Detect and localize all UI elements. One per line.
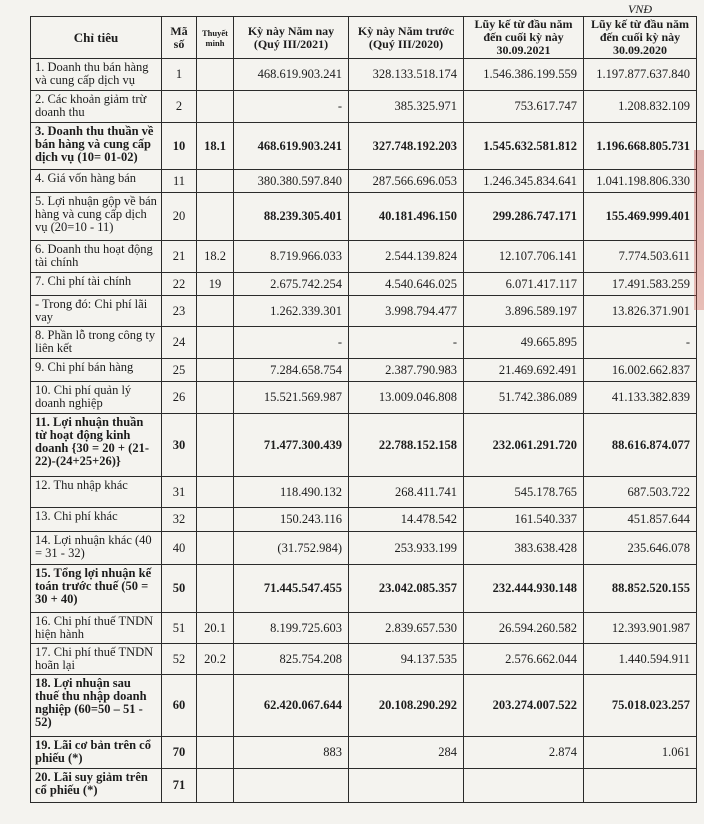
table-row [31, 91, 697, 123]
row-q-current: 62.420.067.644 [234, 675, 349, 737]
row-q-current: 380.380.597.840 [234, 170, 349, 193]
row-q-current: 71.477.300.439 [234, 414, 349, 477]
row-q-current: 118.490.132 [234, 477, 349, 508]
row-code: 71 [162, 769, 197, 803]
row-q-current: 883 [234, 737, 349, 769]
row-code: 20 [162, 193, 197, 241]
currency-unit: VNĐ [628, 2, 652, 16]
row-q-previous: 287.566.696.053 [349, 170, 464, 193]
row-q-previous: 22.788.152.158 [349, 414, 464, 477]
row-q-current: 8.719.966.033 [234, 241, 349, 273]
row-q-current [234, 769, 349, 803]
row-indicator: 15. Tổng lợi nhuận kế toán trước thuế (50 = 30 + 40) [31, 565, 162, 613]
row-note: 20.2 [197, 644, 234, 675]
table-row [31, 241, 697, 273]
row-indicator: 16. Chi phí thuế TNDN hiện hành [31, 613, 162, 644]
row-note [197, 170, 234, 193]
row-q-previous: 2.839.657.530 [349, 613, 464, 644]
table-row [31, 382, 697, 414]
row-ytd-previous: 1.041.198.806.330 [584, 170, 697, 193]
row-code: 1 [162, 59, 197, 91]
table-row [31, 359, 697, 382]
row-indicator: 2. Các khoản giảm trừ doanh thu [31, 91, 162, 123]
row-note [197, 359, 234, 382]
row-ytd-previous: 88.616.874.077 [584, 414, 697, 477]
table-row [31, 508, 697, 532]
red-stamp-edge [694, 150, 704, 310]
row-ytd-current: 2.874 [464, 737, 584, 769]
table-row [31, 123, 697, 170]
row-q-previous: 328.133.518.174 [349, 59, 464, 91]
row-ytd-current: 545.178.765 [464, 477, 584, 508]
row-q-current: 8.199.725.603 [234, 613, 349, 644]
income-statement-table [30, 16, 697, 803]
row-indicator: 11. Lợi nhuận thuần từ hoạt động kinh doanh {30 = 20 + (21-22)-(24+25+26)} [31, 414, 162, 477]
header-ytd-current: Lũy kế từ đầu năm đến cuối kỳ này 30.09.2021 [464, 17, 584, 59]
row-ytd-current: 2.576.662.044 [464, 644, 584, 675]
row-ytd-current: 6.071.417.117 [464, 273, 584, 296]
row-code: 51 [162, 613, 197, 644]
table-row [31, 414, 697, 477]
header-note: Thuyết minh [197, 17, 234, 59]
row-ytd-current [464, 769, 584, 803]
row-note [197, 296, 234, 327]
row-ytd-current: 1.545.632.581.812 [464, 123, 584, 170]
row-q-current: 88.239.305.401 [234, 193, 349, 241]
row-indicator: 18. Lợi nhuận sau thuế thu nhập doanh nghiệp (60=50 – 51 - 52) [31, 675, 162, 737]
row-indicator: 9. Chi phí bán hàng [31, 359, 162, 382]
row-ytd-previous: 1.197.877.637.840 [584, 59, 697, 91]
row-note [197, 565, 234, 613]
row-q-previous: 40.181.496.150 [349, 193, 464, 241]
row-q-previous: 23.042.085.357 [349, 565, 464, 613]
table-row [31, 769, 697, 803]
row-ytd-previous: 75.018.023.257 [584, 675, 697, 737]
row-ytd-previous: 16.002.662.837 [584, 359, 697, 382]
row-ytd-current: 21.469.692.491 [464, 359, 584, 382]
row-ytd-previous: 1.061 [584, 737, 697, 769]
row-code: 2 [162, 91, 197, 123]
row-note [197, 477, 234, 508]
row-indicator: 7. Chi phí tài chính [31, 273, 162, 296]
row-code: 30 [162, 414, 197, 477]
row-q-previous: 20.108.290.292 [349, 675, 464, 737]
header-code: Mã số [162, 17, 197, 59]
row-indicator: 6. Doanh thu hoạt động tài chính [31, 241, 162, 273]
row-ytd-previous: 12.393.901.987 [584, 613, 697, 644]
row-ytd-previous: 88.852.520.155 [584, 565, 697, 613]
row-q-previous: 253.933.199 [349, 532, 464, 565]
row-ytd-current: 203.274.007.522 [464, 675, 584, 737]
row-note: 19 [197, 273, 234, 296]
row-code: 50 [162, 565, 197, 613]
row-indicator: 19. Lãi cơ bản trên cổ phiếu (*) [31, 737, 162, 769]
row-note [197, 414, 234, 477]
row-indicator: 1. Doanh thu bán hàng và cung cấp dịch vụ [31, 59, 162, 91]
table-row [31, 675, 697, 737]
row-q-current: 150.243.116 [234, 508, 349, 532]
row-q-current: 468.619.903.241 [234, 59, 349, 91]
row-ytd-current: 3.896.589.197 [464, 296, 584, 327]
row-note [197, 382, 234, 414]
row-indicator: 17. Chi phí thuế TNDN hoãn lại [31, 644, 162, 675]
row-ytd-current: 26.594.260.582 [464, 613, 584, 644]
row-code: 24 [162, 327, 197, 359]
table-row [31, 296, 697, 327]
row-code: 52 [162, 644, 197, 675]
row-ytd-previous: - [584, 327, 697, 359]
row-note [197, 327, 234, 359]
table-row [31, 532, 697, 565]
table-header-row [31, 17, 697, 59]
row-q-current: 468.619.903.241 [234, 123, 349, 170]
row-code: 26 [162, 382, 197, 414]
row-q-previous: - [349, 327, 464, 359]
row-note [197, 193, 234, 241]
table-row [31, 193, 697, 241]
row-q-current: - [234, 91, 349, 123]
row-ytd-current: 51.742.386.089 [464, 382, 584, 414]
row-q-current: 1.262.339.301 [234, 296, 349, 327]
row-indicator: 20. Lãi suy giảm trên cổ phiếu (*) [31, 769, 162, 803]
row-ytd-previous: 451.857.644 [584, 508, 697, 532]
row-note [197, 769, 234, 803]
row-indicator: 10. Chi phí quản lý doanh nghiệp [31, 382, 162, 414]
row-ytd-previous [584, 769, 697, 803]
row-q-previous: 284 [349, 737, 464, 769]
header-indicator: Chỉ tiêu [31, 17, 162, 59]
row-note [197, 59, 234, 91]
row-q-current: - [234, 327, 349, 359]
row-q-previous: 94.137.535 [349, 644, 464, 675]
table-row [31, 170, 697, 193]
row-q-current: (31.752.984) [234, 532, 349, 565]
row-ytd-previous: 17.491.583.259 [584, 273, 697, 296]
row-note: 18.2 [197, 241, 234, 273]
row-code: 21 [162, 241, 197, 273]
row-note [197, 91, 234, 123]
header-ytd-previous: Lũy kế từ đầu năm đến cuối kỳ này 30.09.2020 [584, 17, 697, 59]
row-note: 18.1 [197, 123, 234, 170]
row-note [197, 675, 234, 737]
row-indicator: 12. Thu nhập khác [31, 477, 162, 508]
header-q-current: Kỳ này Năm nay (Quý III/2021) [234, 17, 349, 59]
row-q-current: 15.521.569.987 [234, 382, 349, 414]
row-code: 22 [162, 273, 197, 296]
header-q-previous: Kỳ này Năm trước (Quý III/2020) [349, 17, 464, 59]
row-code: 40 [162, 532, 197, 565]
row-ytd-previous: 7.774.503.611 [584, 241, 697, 273]
table-row [31, 737, 697, 769]
row-ytd-previous: 235.646.078 [584, 532, 697, 565]
row-q-previous: 327.748.192.203 [349, 123, 464, 170]
row-ytd-previous: 41.133.382.839 [584, 382, 697, 414]
row-q-previous: 13.009.046.808 [349, 382, 464, 414]
row-code: 10 [162, 123, 197, 170]
row-ytd-current: 12.107.706.141 [464, 241, 584, 273]
table-row [31, 59, 697, 91]
row-ytd-previous: 1.208.832.109 [584, 91, 697, 123]
row-q-previous [349, 769, 464, 803]
row-q-previous: 14.478.542 [349, 508, 464, 532]
row-ytd-previous: 687.503.722 [584, 477, 697, 508]
row-indicator: 13. Chi phí khác [31, 508, 162, 532]
row-indicator: 8. Phần lỗ trong công ty liên kết [31, 327, 162, 359]
row-ytd-previous: 13.826.371.901 [584, 296, 697, 327]
row-indicator: 14. Lợi nhuận khác (40 = 31 - 32) [31, 532, 162, 565]
row-ytd-current: 232.061.291.720 [464, 414, 584, 477]
row-q-previous: 385.325.971 [349, 91, 464, 123]
row-ytd-previous: 1.196.668.805.731 [584, 123, 697, 170]
row-q-current: 71.445.547.455 [234, 565, 349, 613]
table-row [31, 327, 697, 359]
row-indicator: 4. Giá vốn hàng bán [31, 170, 162, 193]
row-code: 23 [162, 296, 197, 327]
row-code: 11 [162, 170, 197, 193]
row-q-current: 2.675.742.254 [234, 273, 349, 296]
row-note [197, 532, 234, 565]
row-indicator: 5. Lợi nhuận gộp về bán hàng và cung cấp dịch vụ (20=10 - 11) [31, 193, 162, 241]
row-ytd-current: 49.665.895 [464, 327, 584, 359]
row-ytd-current: 1.246.345.834.641 [464, 170, 584, 193]
row-q-previous: 2.387.790.983 [349, 359, 464, 382]
row-ytd-current: 161.540.337 [464, 508, 584, 532]
row-q-previous: 268.411.741 [349, 477, 464, 508]
row-ytd-current: 1.546.386.199.559 [464, 59, 584, 91]
row-ytd-current: 383.638.428 [464, 532, 584, 565]
row-q-previous: 4.540.646.025 [349, 273, 464, 296]
table-row [31, 613, 697, 644]
row-q-previous: 2.544.139.824 [349, 241, 464, 273]
row-ytd-current: 299.286.747.171 [464, 193, 584, 241]
row-note [197, 508, 234, 532]
row-indicator: 3. Doanh thu thuần về bán hàng và cung cấp dịch vụ (10= 01-02) [31, 123, 162, 170]
row-ytd-previous: 1.440.594.911 [584, 644, 697, 675]
row-q-current: 7.284.658.754 [234, 359, 349, 382]
row-code: 32 [162, 508, 197, 532]
table-row [31, 477, 697, 508]
row-ytd-current: 753.617.747 [464, 91, 584, 123]
table-row [31, 644, 697, 675]
row-q-current: 825.754.208 [234, 644, 349, 675]
table-row [31, 273, 697, 296]
row-note: 20.1 [197, 613, 234, 644]
row-code: 31 [162, 477, 197, 508]
row-ytd-current: 232.444.930.148 [464, 565, 584, 613]
row-code: 70 [162, 737, 197, 769]
row-note [197, 737, 234, 769]
row-code: 25 [162, 359, 197, 382]
row-q-previous: 3.998.794.477 [349, 296, 464, 327]
row-code: 60 [162, 675, 197, 737]
table-row [31, 565, 697, 613]
row-indicator: - Trong đó: Chi phí lãi vay [31, 296, 162, 327]
row-ytd-previous: 155.469.999.401 [584, 193, 697, 241]
